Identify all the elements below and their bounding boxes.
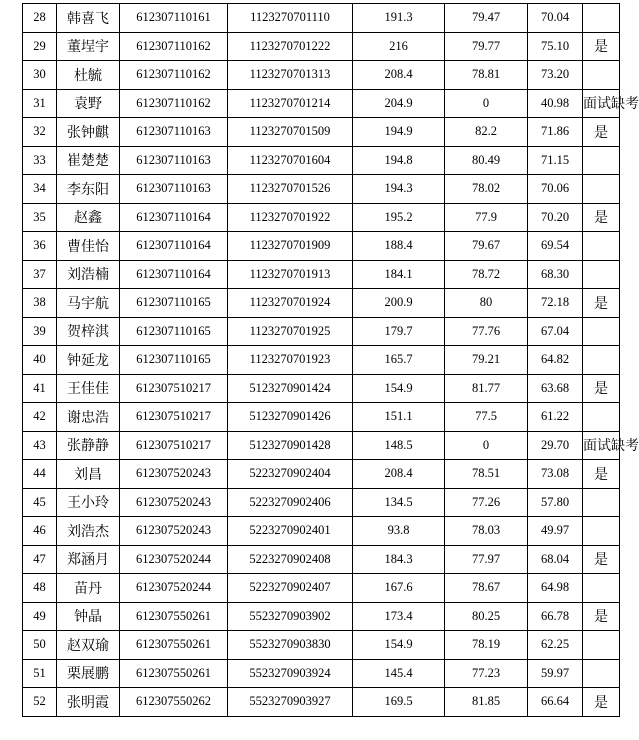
- remark-cell: 是: [583, 118, 620, 147]
- total-score-cell: 67.04: [528, 317, 583, 346]
- ticket-number-cell: 1123270701509: [228, 118, 353, 147]
- table-row: [23, 488, 620, 517]
- total-score-cell: 73.20: [528, 61, 583, 90]
- written-score-cell: 93.8: [353, 517, 445, 546]
- candidate-name-cell: 栗展鹏: [57, 659, 120, 688]
- table-row: [23, 460, 620, 489]
- position-code-cell: 612307110165: [120, 289, 228, 318]
- candidate-name-cell: 苗丹: [57, 574, 120, 603]
- table-row: [23, 602, 620, 631]
- written-score-cell: 134.5: [353, 488, 445, 517]
- interview-score-cell: 78.72: [445, 260, 528, 289]
- candidate-name-cell: 李东阳: [57, 175, 120, 204]
- score-table-body: [23, 4, 639, 717]
- row-number-cell: 48: [23, 574, 57, 603]
- ticket-number-cell: 5223270902404: [228, 460, 353, 489]
- ticket-number-cell: 1123270701923: [228, 346, 353, 375]
- ticket-number-cell: 5123270901424: [228, 374, 353, 403]
- remark-cell: [583, 232, 620, 261]
- ticket-number-cell: 1123270701222: [228, 32, 353, 61]
- table-row: [23, 574, 620, 603]
- remark-cell: [583, 175, 620, 204]
- total-score-cell: 68.30: [528, 260, 583, 289]
- written-score-cell: 191.3: [353, 4, 445, 33]
- written-score-cell: 169.5: [353, 688, 445, 717]
- position-code-cell: 612307110164: [120, 260, 228, 289]
- candidate-name-cell: 曹佳怡: [57, 232, 120, 261]
- position-code-cell: 612307110162: [120, 89, 228, 118]
- interview-score-cell: 0: [445, 89, 528, 118]
- row-number-cell: 47: [23, 545, 57, 574]
- position-code-cell: 612307550261: [120, 602, 228, 631]
- written-score-cell: 195.2: [353, 203, 445, 232]
- total-score-cell: 70.20: [528, 203, 583, 232]
- ticket-number-cell: 5223270902408: [228, 545, 353, 574]
- written-score-cell: 188.4: [353, 232, 445, 261]
- position-code-cell: 612307110163: [120, 146, 228, 175]
- score-table: [22, 3, 639, 717]
- remark-cell: [583, 4, 620, 33]
- total-score-cell: 64.98: [528, 574, 583, 603]
- table-row: [23, 289, 620, 318]
- interview-score-cell: 79.67: [445, 232, 528, 261]
- interview-score-cell: 78.81: [445, 61, 528, 90]
- interview-score-cell: 77.76: [445, 317, 528, 346]
- table-row: [23, 146, 620, 175]
- ticket-number-cell: 5123270901428: [228, 431, 353, 460]
- table-row: [23, 175, 620, 204]
- remark-cell: [583, 61, 620, 90]
- total-score-cell: 63.68: [528, 374, 583, 403]
- ticket-number-cell: 5223270902406: [228, 488, 353, 517]
- written-score-cell: 154.9: [353, 374, 445, 403]
- ticket-number-cell: 5223270902401: [228, 517, 353, 546]
- interview-score-cell: 81.77: [445, 374, 528, 403]
- table-row: [23, 203, 620, 232]
- row-number-cell: 52: [23, 688, 57, 717]
- candidate-name-cell: 赵鑫: [57, 203, 120, 232]
- interview-score-cell: 77.97: [445, 545, 528, 574]
- ticket-number-cell: 1123270701924: [228, 289, 353, 318]
- interview-score-cell: 79.21: [445, 346, 528, 375]
- interview-score-cell: 78.02: [445, 175, 528, 204]
- interview-score-cell: 80: [445, 289, 528, 318]
- written-score-cell: 167.6: [353, 574, 445, 603]
- total-score-cell: 69.54: [528, 232, 583, 261]
- candidate-name-cell: 王佳佳: [57, 374, 120, 403]
- table-row: [23, 517, 620, 546]
- interview-score-cell: 78.67: [445, 574, 528, 603]
- remark-cell: [583, 403, 620, 432]
- written-score-cell: 200.9: [353, 289, 445, 318]
- total-score-cell: 49.97: [528, 517, 583, 546]
- position-code-cell: 612307550262: [120, 688, 228, 717]
- total-score-cell: 72.18: [528, 289, 583, 318]
- total-score-cell: 64.82: [528, 346, 583, 375]
- interview-score-cell: 79.77: [445, 32, 528, 61]
- row-number-cell: 40: [23, 346, 57, 375]
- candidate-name-cell: 韩喜飞: [57, 4, 120, 33]
- position-code-cell: 612307110165: [120, 317, 228, 346]
- remark-cell: [583, 146, 620, 175]
- interview-score-cell: 0: [445, 431, 528, 460]
- written-score-cell: 194.8: [353, 146, 445, 175]
- position-code-cell: 612307110163: [120, 118, 228, 147]
- written-score-cell: 145.4: [353, 659, 445, 688]
- score-table-container: [22, 3, 639, 717]
- row-number-cell: 33: [23, 146, 57, 175]
- candidate-name-cell: 刘浩杰: [57, 517, 120, 546]
- interview-score-cell: 77.23: [445, 659, 528, 688]
- total-score-cell: 70.06: [528, 175, 583, 204]
- total-score-cell: 66.78: [528, 602, 583, 631]
- remark-cell: 是: [583, 602, 620, 631]
- total-score-cell: 57.80: [528, 488, 583, 517]
- candidate-name-cell: 张静静: [57, 431, 120, 460]
- written-score-cell: 194.9: [353, 118, 445, 147]
- position-code-cell: 612307520243: [120, 460, 228, 489]
- remark-cell: [583, 517, 620, 546]
- total-score-cell: 62.25: [528, 631, 583, 660]
- interview-score-cell: 78.03: [445, 517, 528, 546]
- row-number-cell: 36: [23, 232, 57, 261]
- row-number-cell: 29: [23, 32, 57, 61]
- position-code-cell: 612307110161: [120, 4, 228, 33]
- table-row: [23, 659, 620, 688]
- ticket-number-cell: 5523270903924: [228, 659, 353, 688]
- candidate-name-cell: 贺梓淇: [57, 317, 120, 346]
- ticket-number-cell: 1123270701214: [228, 89, 353, 118]
- written-score-cell: 179.7: [353, 317, 445, 346]
- total-score-cell: 29.70: [528, 431, 583, 460]
- row-number-cell: 38: [23, 289, 57, 318]
- remark-cell: [583, 659, 620, 688]
- row-number-cell: 49: [23, 602, 57, 631]
- total-score-cell: 75.10: [528, 32, 583, 61]
- position-code-cell: 612307110164: [120, 203, 228, 232]
- candidate-name-cell: 赵双瑜: [57, 631, 120, 660]
- candidate-name-cell: 崔楚楚: [57, 146, 120, 175]
- written-score-cell: 148.5: [353, 431, 445, 460]
- position-code-cell: 612307520243: [120, 517, 228, 546]
- row-number-cell: 32: [23, 118, 57, 147]
- position-code-cell: 612307520244: [120, 574, 228, 603]
- table-row: [23, 431, 620, 460]
- total-score-cell: 66.64: [528, 688, 583, 717]
- position-code-cell: 612307520244: [120, 545, 228, 574]
- row-number-cell: 39: [23, 317, 57, 346]
- remark-cell: 是: [583, 688, 620, 717]
- remark-cell: [583, 631, 620, 660]
- row-number-cell: 51: [23, 659, 57, 688]
- table-row: [23, 232, 620, 261]
- remark-cell: [583, 346, 620, 375]
- written-score-cell: 165.7: [353, 346, 445, 375]
- remark-cell: 面试缺考: [583, 89, 620, 118]
- candidate-name-cell: 董埕宇: [57, 32, 120, 61]
- total-score-cell: 61.22: [528, 403, 583, 432]
- row-number-cell: 30: [23, 61, 57, 90]
- interview-score-cell: 77.9: [445, 203, 528, 232]
- ticket-number-cell: 1123270701313: [228, 61, 353, 90]
- row-number-cell: 34: [23, 175, 57, 204]
- remark-cell: 是: [583, 289, 620, 318]
- position-code-cell: 612307110165: [120, 346, 228, 375]
- candidate-name-cell: 钟延龙: [57, 346, 120, 375]
- table-row: [23, 4, 620, 33]
- remark-cell: 是: [583, 203, 620, 232]
- total-score-cell: 68.04: [528, 545, 583, 574]
- interview-score-cell: 77.5: [445, 403, 528, 432]
- position-code-cell: 612307110163: [120, 175, 228, 204]
- ticket-number-cell: 5123270901426: [228, 403, 353, 432]
- ticket-number-cell: 1123270701922: [228, 203, 353, 232]
- candidate-name-cell: 刘昌: [57, 460, 120, 489]
- candidate-name-cell: 谢忠浩: [57, 403, 120, 432]
- ticket-number-cell: 5523270903902: [228, 602, 353, 631]
- interview-score-cell: 79.47: [445, 4, 528, 33]
- interview-score-cell: 78.51: [445, 460, 528, 489]
- ticket-number-cell: 1123270701110: [228, 4, 353, 33]
- remark-cell: 是: [583, 460, 620, 489]
- row-number-cell: 46: [23, 517, 57, 546]
- table-row: [23, 688, 620, 717]
- table-row: [23, 374, 620, 403]
- position-code-cell: 612307550261: [120, 659, 228, 688]
- table-row: [23, 118, 620, 147]
- row-number-cell: 42: [23, 403, 57, 432]
- candidate-name-cell: 张钟麒: [57, 118, 120, 147]
- ticket-number-cell: 5523270903830: [228, 631, 353, 660]
- table-row: [23, 32, 620, 61]
- position-code-cell: 612307510217: [120, 431, 228, 460]
- row-number-cell: 41: [23, 374, 57, 403]
- written-score-cell: 173.4: [353, 602, 445, 631]
- written-score-cell: 204.9: [353, 89, 445, 118]
- total-score-cell: 73.08: [528, 460, 583, 489]
- interview-score-cell: 80.49: [445, 146, 528, 175]
- position-code-cell: 612307110162: [120, 32, 228, 61]
- candidate-name-cell: 王小玲: [57, 488, 120, 517]
- written-score-cell: 151.1: [353, 403, 445, 432]
- interview-score-cell: 81.85: [445, 688, 528, 717]
- written-score-cell: 194.3: [353, 175, 445, 204]
- remark-cell: [583, 317, 620, 346]
- table-row: [23, 545, 620, 574]
- interview-score-cell: 80.25: [445, 602, 528, 631]
- candidate-name-cell: 钟晶: [57, 602, 120, 631]
- remark-cell: [583, 260, 620, 289]
- written-score-cell: 208.4: [353, 460, 445, 489]
- position-code-cell: 612307510217: [120, 403, 228, 432]
- candidate-name-cell: 郑涵月: [57, 545, 120, 574]
- remark-cell: [583, 488, 620, 517]
- candidate-name-cell: 袁野: [57, 89, 120, 118]
- ticket-number-cell: 1123270701526: [228, 175, 353, 204]
- remark-cell: 是: [583, 374, 620, 403]
- table-row: [23, 89, 620, 118]
- table-row: [23, 61, 620, 90]
- row-number-cell: 43: [23, 431, 57, 460]
- interview-score-cell: 78.19: [445, 631, 528, 660]
- written-score-cell: 154.9: [353, 631, 445, 660]
- candidate-name-cell: 刘浩楠: [57, 260, 120, 289]
- ticket-number-cell: 1123270701604: [228, 146, 353, 175]
- position-code-cell: 612307110162: [120, 61, 228, 90]
- ticket-number-cell: 1123270701925: [228, 317, 353, 346]
- candidate-name-cell: 马宇航: [57, 289, 120, 318]
- total-score-cell: 71.15: [528, 146, 583, 175]
- total-score-cell: 70.04: [528, 4, 583, 33]
- total-score-cell: 40.98: [528, 89, 583, 118]
- total-score-cell: 59.97: [528, 659, 583, 688]
- written-score-cell: 184.1: [353, 260, 445, 289]
- candidate-name-cell: 张明霞: [57, 688, 120, 717]
- row-number-cell: 44: [23, 460, 57, 489]
- interview-score-cell: 82.2: [445, 118, 528, 147]
- written-score-cell: 208.4: [353, 61, 445, 90]
- ticket-number-cell: 1123270701909: [228, 232, 353, 261]
- row-number-cell: 50: [23, 631, 57, 660]
- written-score-cell: 184.3: [353, 545, 445, 574]
- written-score-cell: 216: [353, 32, 445, 61]
- table-row: [23, 631, 620, 660]
- total-score-cell: 71.86: [528, 118, 583, 147]
- candidate-name-cell: 杜毓: [57, 61, 120, 90]
- table-row: [23, 346, 620, 375]
- row-number-cell: 35: [23, 203, 57, 232]
- ticket-number-cell: 5523270903927: [228, 688, 353, 717]
- row-number-cell: 37: [23, 260, 57, 289]
- position-code-cell: 612307550261: [120, 631, 228, 660]
- table-row: [23, 317, 620, 346]
- table-row: [23, 403, 620, 432]
- position-code-cell: 612307510217: [120, 374, 228, 403]
- row-number-cell: 45: [23, 488, 57, 517]
- remark-cell: 是: [583, 32, 620, 61]
- position-code-cell: 612307520243: [120, 488, 228, 517]
- remark-cell: 是: [583, 545, 620, 574]
- remark-cell: [583, 574, 620, 603]
- ticket-number-cell: 5223270902407: [228, 574, 353, 603]
- row-number-cell: 31: [23, 89, 57, 118]
- row-number-cell: 28: [23, 4, 57, 33]
- remark-cell: 面试缺考: [583, 431, 620, 460]
- ticket-number-cell: 1123270701913: [228, 260, 353, 289]
- interview-score-cell: 77.26: [445, 488, 528, 517]
- table-row: [23, 260, 620, 289]
- position-code-cell: 612307110164: [120, 232, 228, 261]
